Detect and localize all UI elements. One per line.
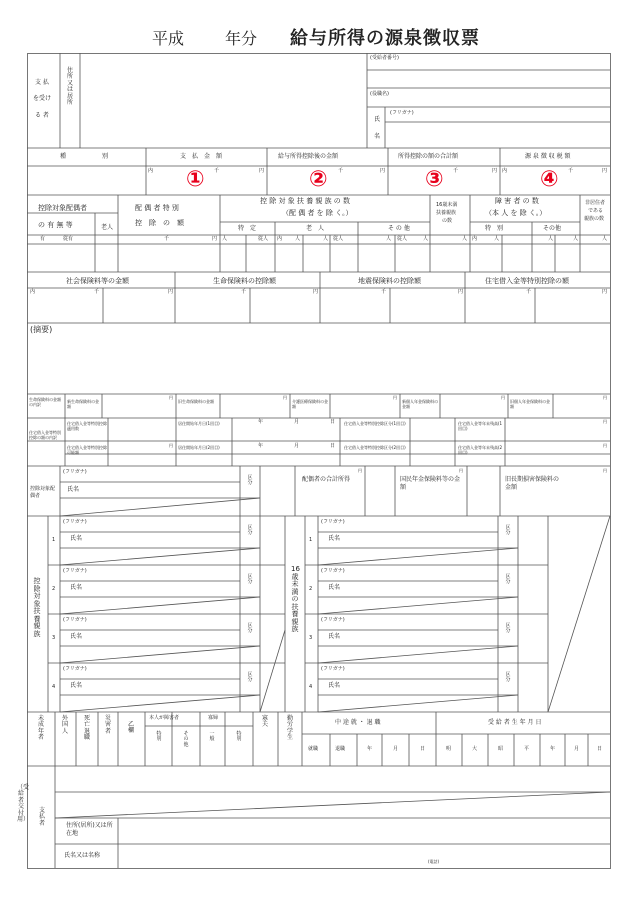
spouse-header-1: 控除対象配偶者: [38, 204, 87, 212]
furigana-label: (フリガナ): [63, 568, 87, 574]
payer-label: 支払者: [38, 807, 45, 827]
under16-right-label: 16歳未満の扶養親族: [291, 565, 300, 634]
category-2-label: 住宅借入金等特別控除区分(2回目): [344, 445, 406, 450]
social-insurance-header: 社会保険料等の金額: [66, 277, 129, 285]
thousand-unit: 千: [526, 289, 532, 295]
after-deduction-header: 給与所得控除後の金額: [278, 153, 339, 160]
other-label: そ の 他: [388, 225, 410, 232]
yen-unit: 円: [169, 443, 173, 448]
balance-2-label: 住宅借入金等年末残高(2回目): [458, 445, 503, 456]
yen-unit: 円: [283, 395, 287, 400]
yen-unit: 円: [380, 168, 386, 174]
inside-label: 内: [30, 289, 36, 295]
thousand-unit: 千: [381, 289, 387, 295]
death-retirement-label: 死亡退職: [83, 715, 90, 742]
working-student-label: 勤労学生: [286, 715, 293, 742]
name-label-1: 氏: [374, 116, 381, 123]
nonresident-label-2: である: [588, 208, 604, 214]
spouse-label: 控除対象配偶者: [30, 486, 56, 499]
other-label-2: その他: [543, 225, 562, 232]
sub-person-label: 従人: [258, 236, 269, 242]
furigana-label: (フリガナ): [390, 110, 414, 116]
possible-amount-label: 住宅借入金等特別控除可能額: [67, 445, 107, 456]
furigana-label: (フリガナ): [63, 469, 87, 475]
disaster-label: 災害者: [104, 715, 111, 735]
thousand-unit: 千: [94, 289, 100, 295]
otsu-label: 乙欄: [127, 721, 134, 735]
person-unit: 人: [423, 236, 429, 242]
inside-label: 内: [148, 168, 154, 174]
recipient-number-label: (受給者番号): [370, 55, 399, 61]
under16-label-3: の数: [442, 218, 453, 224]
birthdate-label: 受 給 者 生 年 月 日: [488, 719, 542, 726]
row-number: 2: [309, 586, 313, 592]
row-number: 3: [309, 635, 313, 641]
furigana-label: (フリガナ): [321, 568, 345, 574]
kubun-label: 区分: [505, 574, 511, 586]
month-unit: 月: [294, 443, 300, 449]
thousand-unit: 千: [241, 289, 247, 295]
earthquake-insurance-header: 地震保険料の控除額: [358, 277, 421, 285]
kubun-label: 区分: [505, 525, 511, 537]
widow-label: 寡婦: [208, 715, 219, 721]
category-1-label: 住宅借入金等特別控除区分(1回目): [344, 421, 406, 426]
thousand-unit: 千: [338, 168, 344, 174]
special-deduction-header-1: 配 偶 者 特 別: [135, 204, 179, 212]
minor-label: 未成年者: [37, 715, 44, 742]
national-pension-label: 国民年金保険料等の金額: [400, 476, 461, 492]
kubun-label: 区分: [505, 672, 511, 684]
year-unit: 年: [258, 419, 264, 425]
kubun-label: 区分: [247, 574, 253, 586]
person-unit: 人: [386, 236, 392, 242]
other-disabled-label: その他: [183, 731, 189, 748]
yen-unit: 円: [603, 443, 607, 448]
housing-breakdown-label: 住宅借入金等特別控除の額の内訳: [29, 430, 61, 441]
day-unit: 日: [420, 746, 426, 752]
name-label-2: 名: [374, 133, 381, 140]
yen-unit: 円: [603, 395, 607, 400]
residence-start-2-label: 居住開始年月日(2回目): [178, 445, 220, 450]
year-unit: 年: [550, 746, 556, 752]
person-unit: 人: [494, 236, 500, 242]
old-life-label: 旧生命保険料の金額: [178, 399, 214, 404]
row-number: 3: [52, 635, 56, 641]
pay-amount-header: 支 払 金 額: [180, 153, 223, 160]
payee-label-1: 支 払: [35, 79, 49, 86]
yen-unit: 円: [169, 395, 173, 400]
new-life-label: 新生命保険料の金額: [67, 399, 99, 410]
old-pension-label: 旧個人年金保険料の金額: [510, 399, 550, 410]
thousand-unit: 千: [164, 236, 170, 242]
yes-label: 有: [40, 236, 46, 242]
day-unit: 日: [330, 443, 336, 449]
yen-unit: 円: [458, 289, 464, 295]
furigana-label: (フリガナ): [63, 519, 87, 525]
yen-unit: 円: [501, 395, 505, 400]
payee-label-2: を受け: [33, 95, 52, 102]
housing-loan-header: 住宅借入金等特別控除の額: [485, 277, 569, 285]
row-number: 4: [52, 684, 56, 690]
yen-unit: 円: [603, 468, 607, 473]
person-unit: 人: [462, 236, 468, 242]
sub-person-label: 従人: [333, 236, 344, 242]
family-name-label: 氏名: [328, 682, 341, 689]
widower-label: 寡夫: [261, 715, 268, 729]
dependents-count-header: 控 除 対 象 扶 養 親 族 の 数: [260, 197, 351, 205]
payer-address-field[interactable]: [119, 819, 609, 843]
yen-unit: 円: [313, 289, 319, 295]
spouse-name-label: 氏名: [67, 486, 80, 493]
type-header: 種 別: [60, 153, 109, 160]
taisho-label: 大: [472, 746, 478, 752]
row-number: 4: [309, 684, 313, 690]
yen-unit: 円: [212, 236, 218, 242]
under16-label-1: 16歳未満: [436, 202, 458, 208]
furigana-label: (フリガナ): [321, 519, 345, 525]
month-unit: 月: [294, 419, 300, 425]
yen-unit: 円: [459, 468, 463, 473]
family-name-label: 氏名: [328, 633, 341, 640]
payer-name-label: 氏名又は名称: [64, 852, 101, 859]
person-unit: 人: [602, 236, 608, 242]
family-name-label: 氏名: [328, 584, 341, 591]
furigana-label: (フリガナ): [63, 666, 87, 672]
row-number: 2: [52, 586, 56, 592]
spouse-header-2: の 有 無 等: [38, 221, 73, 229]
recipient-address-field[interactable]: [80, 56, 365, 146]
balance-1-label: 住宅借入金等年末残高(1回目): [458, 421, 503, 432]
midyear-label: 中 途 就 ・ 退 職: [335, 719, 381, 726]
hire-label: 就職: [308, 746, 319, 752]
era-label: 平成: [152, 29, 185, 48]
disabled-subheader: （本 人 を 除 く。）: [485, 209, 547, 217]
foreigner-label: 外国人: [61, 715, 68, 735]
form-title: 給与所得の源泉徴収票: [290, 28, 480, 49]
special-deduction-header-2: 控 除 の 額: [135, 219, 184, 227]
person-unit: 人: [323, 236, 329, 242]
family-name-label: 氏名: [70, 633, 83, 640]
address-label: 住所又は居所: [66, 67, 73, 107]
thousand-unit: 千: [214, 168, 220, 174]
yen-unit: 円: [602, 168, 608, 174]
withholding-tax-header: 源 泉 徴 収 税 額: [525, 153, 571, 160]
yen-unit: 円: [603, 419, 607, 424]
kubun-label: 区分: [247, 525, 253, 537]
copy-type-label: （受給者交付用）: [17, 784, 30, 824]
year-unit: 年: [367, 746, 373, 752]
inside-label: 内: [277, 236, 283, 242]
person-unit: 人: [222, 236, 228, 242]
residence-start-1-label: 居住開始年月日(1回目): [178, 421, 220, 426]
dependents-left-label: 控除対象扶養親族: [33, 577, 41, 638]
recipient-name-field[interactable]: [386, 123, 609, 147]
old-label: 老 人: [306, 225, 325, 232]
day-unit: 日: [597, 746, 603, 752]
thousand-unit: 千: [568, 168, 574, 174]
general-label: 一般: [209, 731, 215, 743]
row-number: 1: [309, 537, 313, 543]
remarks-field[interactable]: [28, 338, 608, 392]
person-unit: 人: [295, 236, 301, 242]
nonresident-label-3: 親族の数: [584, 216, 605, 222]
specific-label: 特 定: [238, 225, 257, 232]
person-unit: 人: [548, 236, 554, 242]
marker-4: ④: [540, 167, 559, 192]
spouse-income-label: 配偶者の合計所得: [302, 476, 351, 483]
payee-label-3: る 者: [35, 112, 49, 119]
showa-label: 昭: [498, 746, 504, 752]
year-unit: 年: [258, 443, 264, 449]
meiji-label: 明: [446, 746, 452, 752]
eligible-count-label: 住宅借入金等特別控除適用数: [67, 421, 107, 432]
sub-yes-label: 従有: [63, 236, 74, 242]
special-widow-label: 特別: [236, 731, 242, 743]
family-name-label: 氏名: [70, 535, 83, 542]
payer-name-field[interactable]: [119, 845, 609, 867]
marker-2: ②: [309, 167, 328, 192]
year-unit-label: 年分: [225, 29, 258, 48]
yen-unit: 円: [168, 289, 174, 295]
yen-unit: 円: [358, 468, 362, 473]
family-name-label: 氏名: [70, 584, 83, 591]
yen-unit: 円: [602, 289, 608, 295]
payer-address-label: 住所(居所)又は所在地: [66, 822, 113, 838]
kubun-label: 区分: [247, 623, 253, 635]
life-insurance-header: 生命保険料の控除額: [213, 277, 276, 285]
family-name-label: 氏名: [70, 682, 83, 689]
under16-label-2: 扶養親族: [436, 210, 457, 216]
marker-3: ③: [425, 167, 444, 192]
life-breakdown-label: 生命保険料の金額の内訳: [29, 397, 61, 408]
heisei-label: 平: [524, 746, 530, 752]
remarks-label: (摘要): [30, 325, 53, 334]
elderly-label: 老人: [101, 224, 114, 231]
retire-label: 退職: [335, 746, 346, 752]
disabled-header: 障 害 者 の 数: [495, 197, 539, 205]
thousand-unit: 千: [453, 168, 459, 174]
month-unit: 月: [574, 746, 580, 752]
sub-person-label: 従人: [397, 236, 408, 242]
furigana-label: (フリガナ): [63, 617, 87, 623]
furigana-label: (フリガナ): [321, 666, 345, 672]
total-deduction-header: 所得控除の額の合計額: [398, 153, 459, 160]
day-unit: 日: [330, 419, 336, 425]
care-insurance-label: 介護医療保険料の金額: [292, 399, 328, 410]
new-pension-label: 新個人年金保険料の金額: [402, 399, 438, 410]
phone-label: (電話): [428, 859, 440, 864]
position-label: (役職名): [370, 91, 389, 97]
inside-label: 内: [472, 236, 478, 242]
long-term-insurance-label: 旧長期損害保険料の金額: [505, 476, 560, 492]
yen-unit: 円: [259, 168, 265, 174]
furigana-label: (フリガナ): [321, 617, 345, 623]
special-disabled-label: 特別: [156, 731, 162, 743]
yen-unit: 円: [393, 395, 397, 400]
inside-label: 内: [502, 168, 508, 174]
kubun-label: 区分: [505, 623, 511, 635]
kubun-label: 区分: [247, 475, 253, 487]
marker-1: ①: [186, 167, 205, 192]
kubun-label: 区分: [247, 672, 253, 684]
nonresident-label-1: 非居住者: [585, 200, 606, 206]
self-disabled-label: 本人が障害者: [149, 715, 180, 721]
dependents-count-subheader: （配 偶 者 を 除 く。）: [282, 209, 353, 217]
family-name-label: 氏名: [328, 535, 341, 542]
yen-unit: 円: [492, 168, 498, 174]
row-number: 1: [52, 537, 56, 543]
person-unit: 人: [573, 236, 579, 242]
special-label: 特 別: [485, 225, 504, 232]
month-unit: 月: [393, 746, 399, 752]
